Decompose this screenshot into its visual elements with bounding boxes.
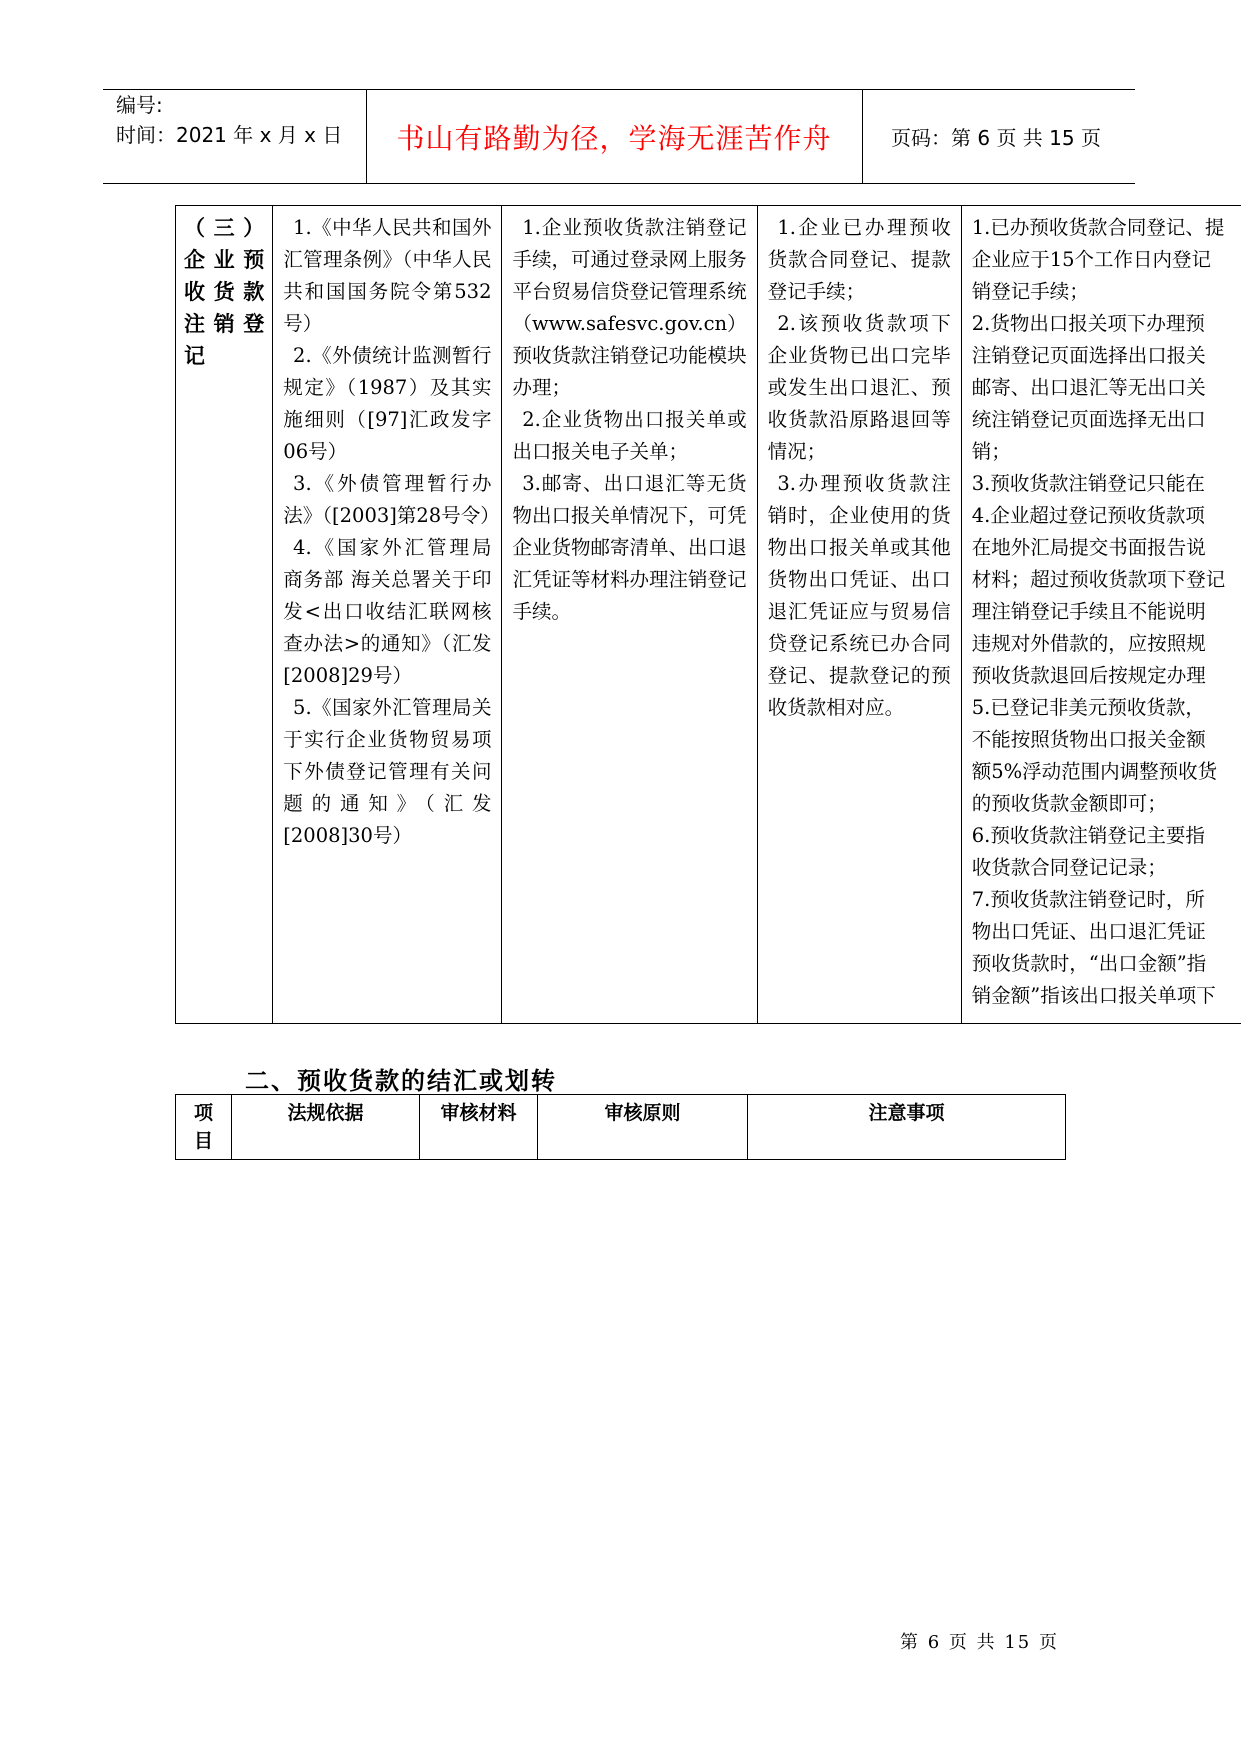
note-line: 销登记手续； xyxy=(971,280,1089,303)
registration-table xyxy=(175,205,1241,1024)
note-line: 1.已办预收货款合同登记、提 xyxy=(971,216,1225,239)
note-item xyxy=(972,820,1231,884)
note-line: 3.预收货款注销登记只能在 xyxy=(971,472,1205,495)
header-motto: 书山有路勤为径，学海无涯苦作舟 xyxy=(396,121,832,155)
column-header: 法规依据 xyxy=(232,1095,420,1160)
note-line: 的预收货款金额即可； xyxy=(971,792,1167,815)
settlement-table xyxy=(175,1094,1066,1160)
note-line: 理注销登记手续且不能说明 xyxy=(971,600,1206,623)
note-line: 预收货款时，“出口金额”指 xyxy=(971,952,1207,975)
note-item xyxy=(972,212,1231,308)
note-line: 6.预收货款注销登记主要指 xyxy=(971,824,1205,847)
note-item xyxy=(972,884,1231,1012)
header-meta xyxy=(116,90,342,150)
principle-item: 1.企业已办理预收货款合同登记、提款登记手续； xyxy=(767,216,951,303)
note-line: 收货款合同登记记录； xyxy=(971,856,1167,879)
law-basis-item: 2.《外债统计监测暂行规定》（1987）及其实施细则（[97]汇政发字06号） xyxy=(283,344,492,463)
principles-cell xyxy=(757,206,961,1024)
page-header xyxy=(103,89,1135,184)
material-item: 2.企业货物出口报关单或出口报关电子关单； xyxy=(512,408,747,463)
note-line: 物出口凭证、出口退汇凭证 xyxy=(971,920,1206,943)
note-line: 5.已登记非美元预收货款， xyxy=(971,696,1205,719)
column-header: 项目 xyxy=(176,1095,232,1160)
note-item xyxy=(972,308,1231,468)
note-line: 4.企业超过登记预收货款项 xyxy=(971,504,1205,527)
note-line: 销； xyxy=(971,440,1011,463)
page-footer: 第 6 页 共 15 页 xyxy=(900,1632,1059,1653)
principle-item: 3.办理预收货款注销时，企业使用的货物出口报关单或其他货物出口凭证、出口退汇凭证应与贸易信贷登记系统已办合同登记、提款登记的预收货款相对应。 xyxy=(767,472,951,719)
law-basis-item: 5.《国家外汇管理局关于实行企业货物贸易项下外债登记管理有关问题的通知》（汇发[2008]30号） xyxy=(283,696,492,847)
note-item xyxy=(972,500,1231,692)
note-line: 材料；超过预收货款项下登记 xyxy=(971,568,1226,591)
law-basis-item: 4.《国家外汇管理局 商务部 海关总署关于印发<出口收结汇联网核查办法>的通知》（汇发[2008]29号） xyxy=(283,536,492,687)
header-page-info: 页码：第 6 页 共 15 页 xyxy=(891,126,1101,150)
note-line: 2.货物出口报关项下办理预 xyxy=(971,312,1205,335)
note-item xyxy=(972,692,1231,820)
section-title: 二、预收货款的结汇或划转 xyxy=(245,1067,557,1095)
column-header: 审核材料 xyxy=(420,1095,538,1160)
law-basis-item: 3.《外债管理暂行办法》（[2003]第28号令） xyxy=(283,472,500,527)
note-line: 7.预收货款注销登记时，所 xyxy=(971,888,1205,911)
note-line: 在地外汇局提交书面报告说 xyxy=(971,536,1206,559)
principle-item: 2.该预收货款项下企业货物已出口完毕或发生出口退汇、预收货款沿原路退回等情况； xyxy=(767,312,951,463)
note-item xyxy=(972,468,1231,500)
law-basis-item: 1.《中华人民共和国外汇管理条例》（中华人民共和国国务院令第532号） xyxy=(283,216,492,335)
note-line: 邮寄、出口退汇等无出口关 xyxy=(971,376,1206,399)
item-title: （三）企业预收货款注销登记 xyxy=(184,216,265,368)
column-header: 审核原则 xyxy=(538,1095,748,1160)
table-header-row xyxy=(176,1095,1066,1160)
note-line: 统注销登记页面选择无出口 xyxy=(971,408,1206,431)
note-line: 注销登记页面选择出口报关 xyxy=(971,344,1206,367)
note-line: 不能按照货物出口报关金额 xyxy=(971,728,1206,751)
header-divider xyxy=(862,90,863,183)
time-label: 时间：2021 年 x 月 x 日 xyxy=(116,123,343,147)
serial-label: 编号: xyxy=(116,93,163,117)
item-cell xyxy=(176,206,273,1024)
note-line: 预收货款退回后按规定办理 xyxy=(971,664,1206,687)
law-basis-cell xyxy=(273,206,502,1024)
material-item: 3.邮寄、出口退汇等无货物出口报关单情况下，可凭企业货物邮寄清单、出口退汇凭证等材料办理注销登记手续。 xyxy=(512,472,747,623)
material-item: 1.企业预收货款注销登记手续，可通过登录网上服务平台贸易信贷登记管理系统（www.safesvc.gov.cn）预收货款注销登记功能模块办理； xyxy=(512,216,747,399)
notes-cell xyxy=(961,206,1241,1024)
note-line: 违规对外借款的，应按照规 xyxy=(971,632,1206,655)
note-line: 销金额”指该出口报关单项下 xyxy=(971,984,1216,1007)
materials-cell xyxy=(502,206,757,1024)
note-line: 企业应于15个工作日内登记 xyxy=(971,248,1212,271)
column-header: 注意事项 xyxy=(748,1095,1066,1160)
note-line: 额5%浮动范围内调整预收货 xyxy=(971,760,1218,783)
table-row xyxy=(176,206,1241,1024)
